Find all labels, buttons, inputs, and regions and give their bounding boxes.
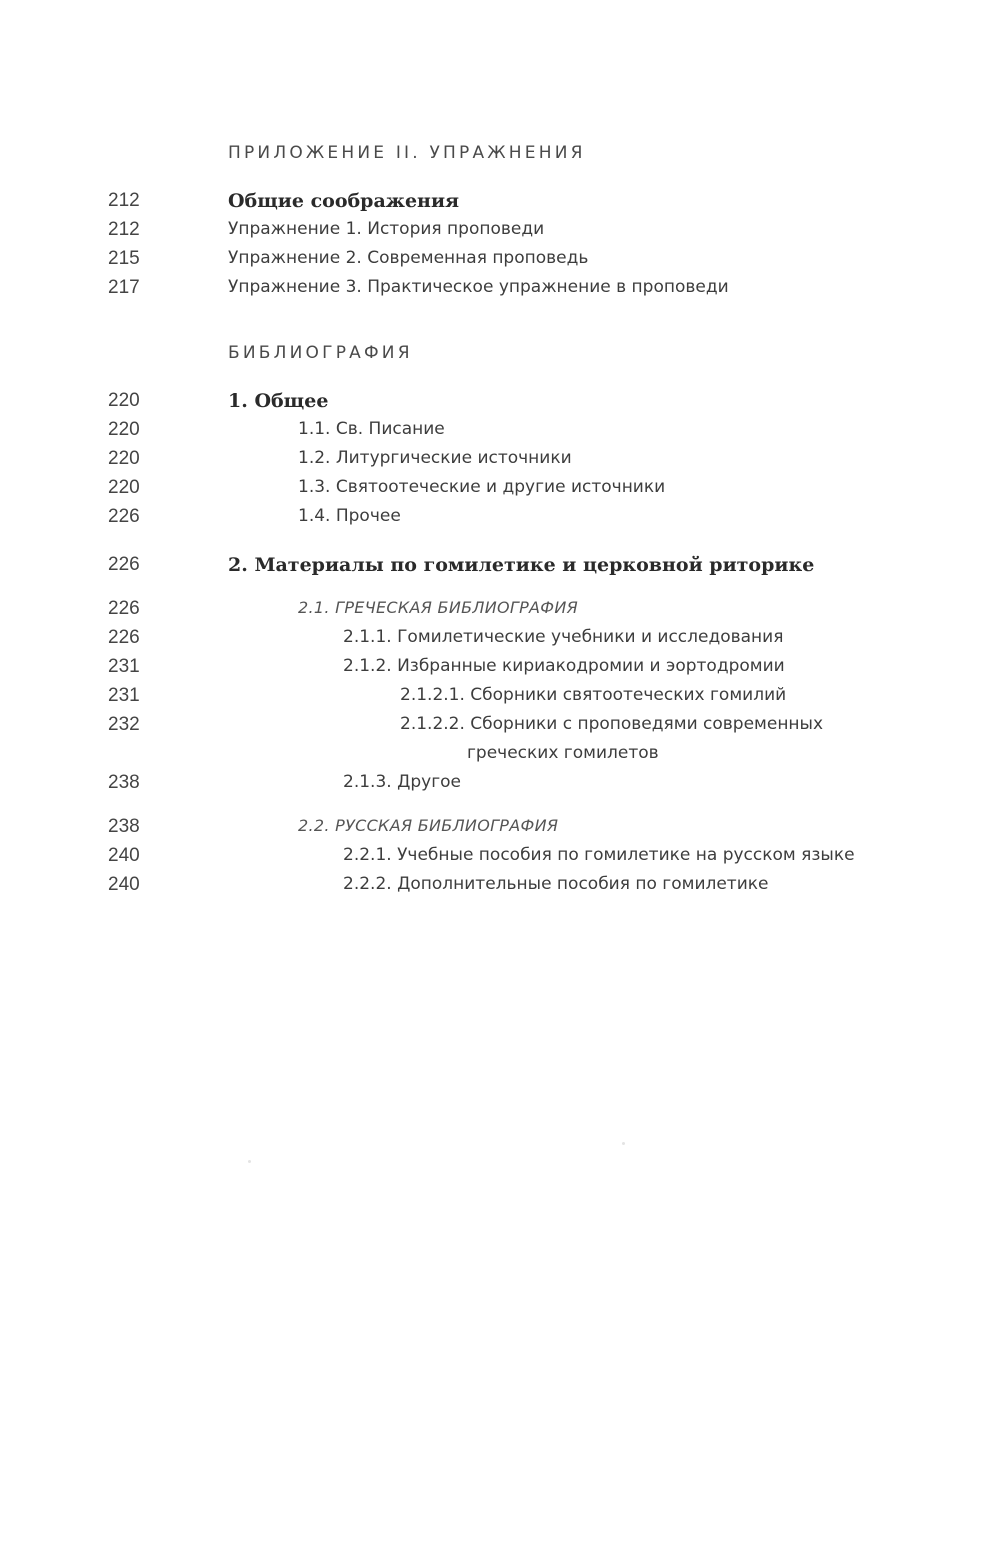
page-number: 226 [108,598,140,619]
toc-row-modern-sermons [0,714,1000,743]
page-number: 232 [108,714,140,735]
toc-entry: 2.1.2.1. Сборники святоотеческих гомилий [400,685,787,705]
page-number: 226 [108,554,140,575]
toc-row-russian-textbooks [0,845,1000,874]
toc-entry: Упражнение 3. Практическое упражнение в проповеди [228,277,729,297]
toc-entry: 2.2.1. Учебные пособия по гомилетике на русском языке [343,845,855,865]
toc-entry: 2.1.2.2. Сборники с проповедями современных [400,714,824,734]
toc-entry: 2.2. РУССКАЯ БИБЛИОГРАФИЯ [298,816,559,835]
toc-row-patristic-sources [0,477,1000,506]
toc-row-general-considerations [0,190,1000,219]
toc-entry: Общие соображения [228,190,460,212]
page-number: 238 [108,772,140,793]
toc-row-homiletics-materials [0,554,1000,583]
scan-speck [622,1142,625,1145]
page-number: 215 [108,248,140,269]
toc-entry: 1.2. Литургические источники [298,448,572,468]
appendix-heading: ПРИЛОЖЕНИЕ II. УПРАЖНЕНИЯ [228,143,586,163]
toc-entry: Упражнение 1. История проповеди [228,219,545,239]
toc-entry: 1.1. Св. Писание [298,419,445,439]
page-number: 220 [108,477,140,498]
page-number: 220 [108,448,140,469]
toc-row-greek-bibliography [0,598,1000,627]
toc-row-patristic-homilies [0,685,1000,714]
bibliography-heading: БИБЛИОГРАФИЯ [228,343,413,363]
toc-entry: 2.1.2. Избранные кириакодромии и эортодромии [343,656,785,676]
toc-entry: Упражнение 2. Современная проповедь [228,248,589,268]
toc-row-additional-aids [0,874,1000,903]
toc-row-russian-bibliography [0,816,1000,845]
toc-row-exercise-2 [0,248,1000,277]
page-number: 238 [108,816,140,837]
toc-entry: 2.1.3. Другое [343,772,461,792]
scan-speck [248,1160,251,1163]
page-number: 231 [108,685,140,706]
toc-row-exercise-1 [0,219,1000,248]
toc-row-homiletic-textbooks [0,627,1000,656]
toc-row-kyriakodromia [0,656,1000,685]
toc-entry: 2.1.1. Гомилетические учебники и исследования [343,627,784,647]
toc-entry: греческих гомилетов [467,743,659,763]
toc-entry: 2.1. ГРЕЧЕСКАЯ БИБЛИОГРАФИЯ [298,598,579,617]
toc-entry: 2.2.2. Дополнительные пособия по гомилетике [343,874,769,894]
page-number: 226 [108,627,140,648]
page-number: 240 [108,845,140,866]
page-number: 217 [108,277,140,298]
page-number: 212 [108,219,140,240]
toc-row-general [0,390,1000,419]
toc-row-exercise-3 [0,277,1000,306]
page-number: 212 [108,190,140,211]
page-number: 226 [108,506,140,527]
toc-row-modern-sermons-continued [0,743,1000,772]
toc-entry: 1.3. Святоотеческие и другие источники [298,477,666,497]
page-number: 240 [108,874,140,895]
toc-row-scripture [0,419,1000,448]
page-number: 220 [108,390,140,411]
toc-row-other [0,506,1000,535]
toc-entry: 1.4. Прочее [298,506,401,526]
toc-row-liturgical-sources [0,448,1000,477]
page-number: 220 [108,419,140,440]
toc-entry: 2. Материалы по гомилетике и церковной риторике [228,554,815,576]
toc-row-greek-other [0,772,1000,801]
toc-entry: 1. Общее [228,390,329,412]
page-number: 231 [108,656,140,677]
